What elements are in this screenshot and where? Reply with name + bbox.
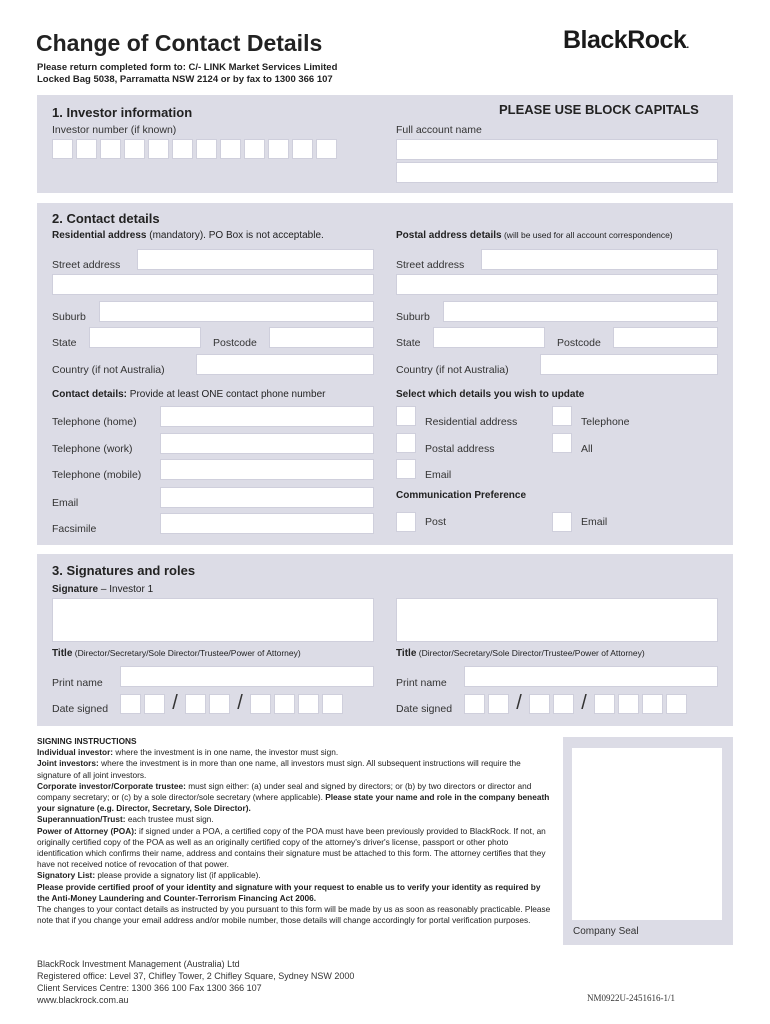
postal-address-checkbox[interactable] — [396, 433, 416, 453]
instructions-heading: SIGNING INSTRUCTIONS — [37, 736, 137, 746]
telephone-work-label: Telephone (work) — [52, 443, 133, 455]
blackrock-logo: BlackRock. — [563, 26, 689, 54]
footer-office: Registered office: Level 37, Chifley Tower, 2 Chifley Square, Sydney NSW 2000 — [37, 971, 355, 981]
telephone-work-field[interactable] — [160, 433, 374, 454]
email-label: Email — [52, 497, 79, 509]
date-separator: / — [581, 692, 587, 714]
postcode-label: Postcode — [213, 337, 257, 349]
investor-number-digit[interactable] — [100, 139, 121, 159]
full-account-name-label: Full account name — [396, 124, 482, 136]
facsimile-label: Facsimile — [52, 523, 97, 535]
postal-address-option-label: Postal address — [425, 443, 495, 455]
date-digit[interactable] — [594, 694, 615, 714]
date-signed-label-1: Date signed — [52, 703, 109, 715]
full-account-name-field-2[interactable] — [396, 162, 718, 183]
postal-suburb-label: Suburb — [396, 311, 430, 323]
telephone-mobile-label: Telephone (mobile) — [52, 469, 142, 481]
telephone-mobile-field[interactable] — [160, 459, 374, 480]
postal-postcode-label: Postcode — [557, 337, 601, 349]
investor-number-digit[interactable] — [52, 139, 73, 159]
date-signed-boxes-1 — [120, 692, 343, 715]
signature-box-investor1[interactable] — [52, 598, 374, 642]
residential-address-option-label: Residential address — [425, 416, 518, 428]
all-option-label: All — [581, 443, 593, 455]
contact-details-heading: Contact details: Provide at least ONE contact phone number — [52, 389, 326, 400]
signature-heading: Signature – Investor 1 — [52, 584, 154, 595]
facsimile-field[interactable] — [160, 513, 374, 534]
date-digit[interactable] — [144, 694, 165, 714]
postal-street-field-2[interactable] — [396, 274, 718, 295]
section3-title: 3. Signatures and roles — [52, 563, 196, 578]
date-signed-boxes-2 — [464, 692, 687, 715]
company-seal-box[interactable] — [572, 748, 722, 920]
postal-country-field[interactable] — [540, 354, 718, 375]
date-separator: / — [516, 692, 522, 714]
date-separator: / — [237, 692, 243, 714]
date-digit[interactable] — [250, 694, 271, 714]
date-digit[interactable] — [120, 694, 141, 714]
telephone-option-label: Telephone — [581, 416, 630, 428]
investor-number-digit[interactable] — [244, 139, 265, 159]
investor-number-digit[interactable] — [292, 139, 313, 159]
date-digit[interactable] — [488, 694, 509, 714]
date-digit[interactable] — [185, 694, 206, 714]
date-digit[interactable] — [642, 694, 663, 714]
footer-client-services: Client Services Centre: 1300 366 100 Fax 1300 366 107 — [37, 983, 262, 993]
instruction-joint: Joint investors: where the investment is in more than one name, all investors must sign. All subsequent instructions will require the signature of all joint investors. — [37, 758, 521, 780]
print-name-field-2[interactable] — [464, 666, 718, 687]
print-name-field-1[interactable] — [120, 666, 374, 687]
residential-address-heading: Residential address (mandatory). PO Box is not acceptable. — [52, 230, 324, 241]
email-preference-option-label: Email — [581, 516, 608, 528]
print-name-label-2: Print name — [396, 677, 447, 689]
communication-preference-heading: Communication Preference — [396, 490, 527, 501]
residential-street-field-2[interactable] — [52, 274, 374, 295]
email-option-label: Email — [425, 469, 452, 481]
investor-number-digit[interactable] — [148, 139, 169, 159]
footer-website[interactable]: www.blackrock.com.au — [37, 995, 129, 1005]
postal-address-heading: Postal address details (will be used for all account correspondence) — [396, 230, 673, 241]
investor-number-digit[interactable] — [220, 139, 241, 159]
post-option-label: Post — [425, 516, 447, 528]
all-checkbox[interactable] — [552, 433, 572, 453]
postal-country-label: Country (if not Australia) — [396, 364, 509, 376]
date-digit[interactable] — [464, 694, 485, 714]
form-reference: NM0922U-2451616-1/1 — [587, 993, 675, 1003]
date-digit[interactable] — [529, 694, 550, 714]
return-address-line2: Locked Bag 5038, Parramatta NSW 2124 or by fax to 1300 366 107 — [37, 74, 333, 85]
instruction-signatory: Signatory List: please provide a signatory list (if applicable). — [37, 870, 261, 881]
section2-title: 2. Contact details — [52, 211, 160, 226]
select-update-heading: Select which details you wish to update — [396, 389, 585, 400]
residential-suburb-field[interactable] — [99, 301, 374, 322]
telephone-home-label: Telephone (home) — [52, 416, 137, 428]
investor-number-digit[interactable] — [268, 139, 289, 159]
email-preference-checkbox[interactable] — [552, 512, 572, 532]
suburb-label: Suburb — [52, 311, 86, 323]
residential-country-field[interactable] — [196, 354, 374, 375]
block-capitals-notice: PLEASE USE BLOCK CAPITALS — [499, 102, 699, 117]
instruction-poa: Power of Attorney (POA): if signed under a POA, a certified copy of the POA must have been previously provided to BlackRock. If not, an originally certified copy of the POA as well as an originally certified copy of the attorney's driver's license, passport or other photo identification which confirms their name, address and contains their signature must be attached to this form. The attorney certifies that they have not received notice of revocation of that power. — [37, 825, 546, 870]
telephone-checkbox[interactable] — [552, 406, 572, 426]
residential-postcode-field[interactable] — [269, 327, 374, 348]
postal-postcode-field[interactable] — [613, 327, 718, 348]
investor-number-digit[interactable] — [124, 139, 145, 159]
post-checkbox[interactable] — [396, 512, 416, 532]
title-heading-1: Title (Director/Secretary/Sole Director/Trustee/Power of Attorney) — [52, 648, 301, 659]
residential-street-field[interactable] — [137, 249, 374, 270]
signing-instructions — [37, 736, 552, 926]
residential-state-field[interactable] — [89, 327, 201, 348]
postal-street-address-label: Street address — [396, 259, 465, 271]
postal-state-label: State — [396, 337, 421, 349]
date-digit[interactable] — [666, 694, 687, 714]
country-label: Country (if not Australia) — [52, 364, 165, 376]
investor-number-digit[interactable] — [76, 139, 97, 159]
page-title: Change of Contact Details — [36, 30, 323, 56]
residential-address-checkbox[interactable] — [396, 406, 416, 426]
investor-number-digit[interactable] — [196, 139, 217, 159]
postal-state-field[interactable] — [433, 327, 545, 348]
signature-box-investor2[interactable] — [396, 598, 718, 642]
date-digit[interactable] — [298, 694, 319, 714]
investor-number-digit[interactable] — [172, 139, 193, 159]
state-label: State — [52, 337, 77, 349]
instruction-corporate: Corporate investor/Corporate trustee: must sign either: (a) under seal and signed by directors; or (b) by two directors or director and company secretary; or (c) by a sole director/sole secretary (where applicable). Please state your name and role in the company beneath your signature (e.g. Director, Secretary, Sole Director). — [37, 780, 550, 814]
instruction-proof: Please provide certified proof of your identity and signature with your request to enable us to verify your identity as required by the Anti-Money Laundering and Counter-Terrorism Financing Act 2006. — [37, 881, 541, 903]
postal-suburb-field[interactable] — [443, 301, 718, 322]
date-digit[interactable] — [274, 694, 295, 714]
street-address-label: Street address — [52, 259, 121, 271]
print-name-label-1: Print name — [52, 677, 103, 689]
date-signed-label-2: Date signed — [396, 703, 453, 715]
title-heading-2: Title (Director/Secretary/Sole Director/Trustee/Power of Attorney) — [396, 648, 645, 659]
full-account-name-field[interactable] — [396, 139, 718, 160]
postal-street-field[interactable] — [481, 249, 718, 270]
email-field[interactable] — [160, 487, 374, 508]
company-seal-label: Company Seal — [573, 926, 639, 937]
instruction-individual: Individual investor: where the investment is in one name, the investor must sign. — [37, 747, 339, 758]
date-separator: / — [172, 692, 178, 714]
date-digit[interactable] — [553, 694, 574, 714]
instruction-changes: The changes to your contact details as instructed by you pursuant to this form will be made by us as soon as reasonably practicable. Please note that if you change your email address and/or mobile number, those details will change accordingly for portal verification purposes. — [37, 904, 551, 926]
investor-number-boxes — [52, 139, 337, 159]
telephone-home-field[interactable] — [160, 406, 374, 427]
date-digit[interactable] — [618, 694, 639, 714]
footer-company: BlackRock Investment Management (Australia) Ltd — [37, 959, 240, 969]
return-address-line1: Please return completed form to: C/- LINK Market Services Limited — [37, 62, 338, 73]
footer — [37, 958, 354, 1006]
section1-title: 1. Investor information — [52, 105, 193, 120]
instruction-super: Superannuation/Trust: each trustee must sign. — [37, 814, 214, 825]
date-digit[interactable] — [209, 694, 230, 714]
date-digit[interactable] — [322, 694, 343, 714]
email-checkbox[interactable] — [396, 459, 416, 479]
investor-number-digit[interactable] — [316, 139, 337, 159]
investor-number-label: Investor number (if known) — [52, 124, 177, 136]
